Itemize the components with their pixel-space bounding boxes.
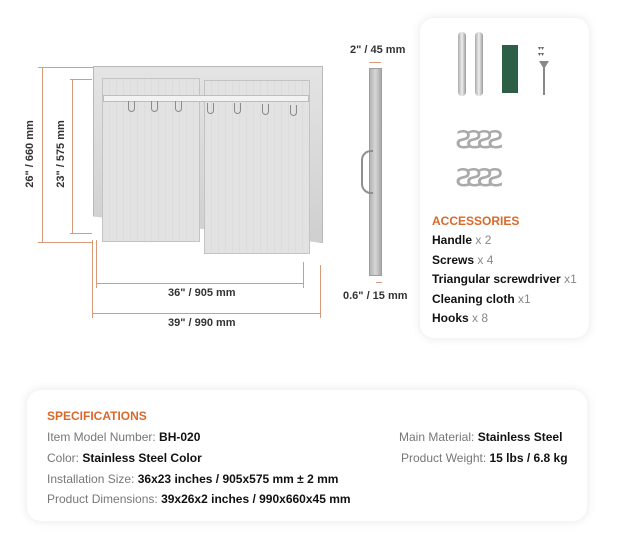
spec-installation-size: Installation Size: 36x23 inches / 905x575 mm ± 2 mm <box>47 472 339 486</box>
spec-color: Color: Stainless Steel Color <box>47 451 202 465</box>
hooks-icon: ꙅꙅꙅꙅ ꙅꙅꙅꙅ <box>455 119 498 193</box>
inner-height-label: 23" / 575 mm <box>55 120 67 188</box>
flange-label: 0.6" / 15 mm <box>343 290 408 302</box>
specifications-card <box>27 390 587 521</box>
screws-icon: ▾▾ ▾▾ <box>538 46 545 58</box>
handle-icon <box>361 150 373 194</box>
accessory-item: Triangular screwdriver x1 <box>432 272 577 286</box>
inner-width-label: 36" / 905 mm <box>168 287 236 299</box>
spec-product-weight: Product Weight: 15 lbs / 6.8 kg <box>401 451 568 465</box>
accessory-item: Cleaning cloth x1 <box>432 292 531 306</box>
spec-model-number: Item Model Number: BH-020 <box>47 430 201 444</box>
accessory-item: Hooks x 8 <box>432 311 489 325</box>
accessory-item: Screws x 4 <box>432 253 494 267</box>
spec-product-dimensions: Product Dimensions: 39x26x2 inches / 990x660x45 mm <box>47 492 351 506</box>
handle-icon <box>475 32 483 96</box>
spec-main-material: Main Material: Stainless Steel <box>399 430 563 444</box>
accessories-card <box>420 18 589 338</box>
accessory-item: Handle x 2 <box>432 233 492 247</box>
accessories-title: ACCESSORIES <box>432 214 520 228</box>
specifications-title: SPECIFICATIONS <box>47 409 147 423</box>
depth-label: 2" / 45 mm <box>350 44 406 56</box>
handle-icon <box>458 32 466 96</box>
cleaning-cloth-icon <box>502 45 518 93</box>
outer-width-label: 39" / 990 mm <box>168 317 236 329</box>
outer-height-label: 26" / 660 mm <box>24 120 36 188</box>
